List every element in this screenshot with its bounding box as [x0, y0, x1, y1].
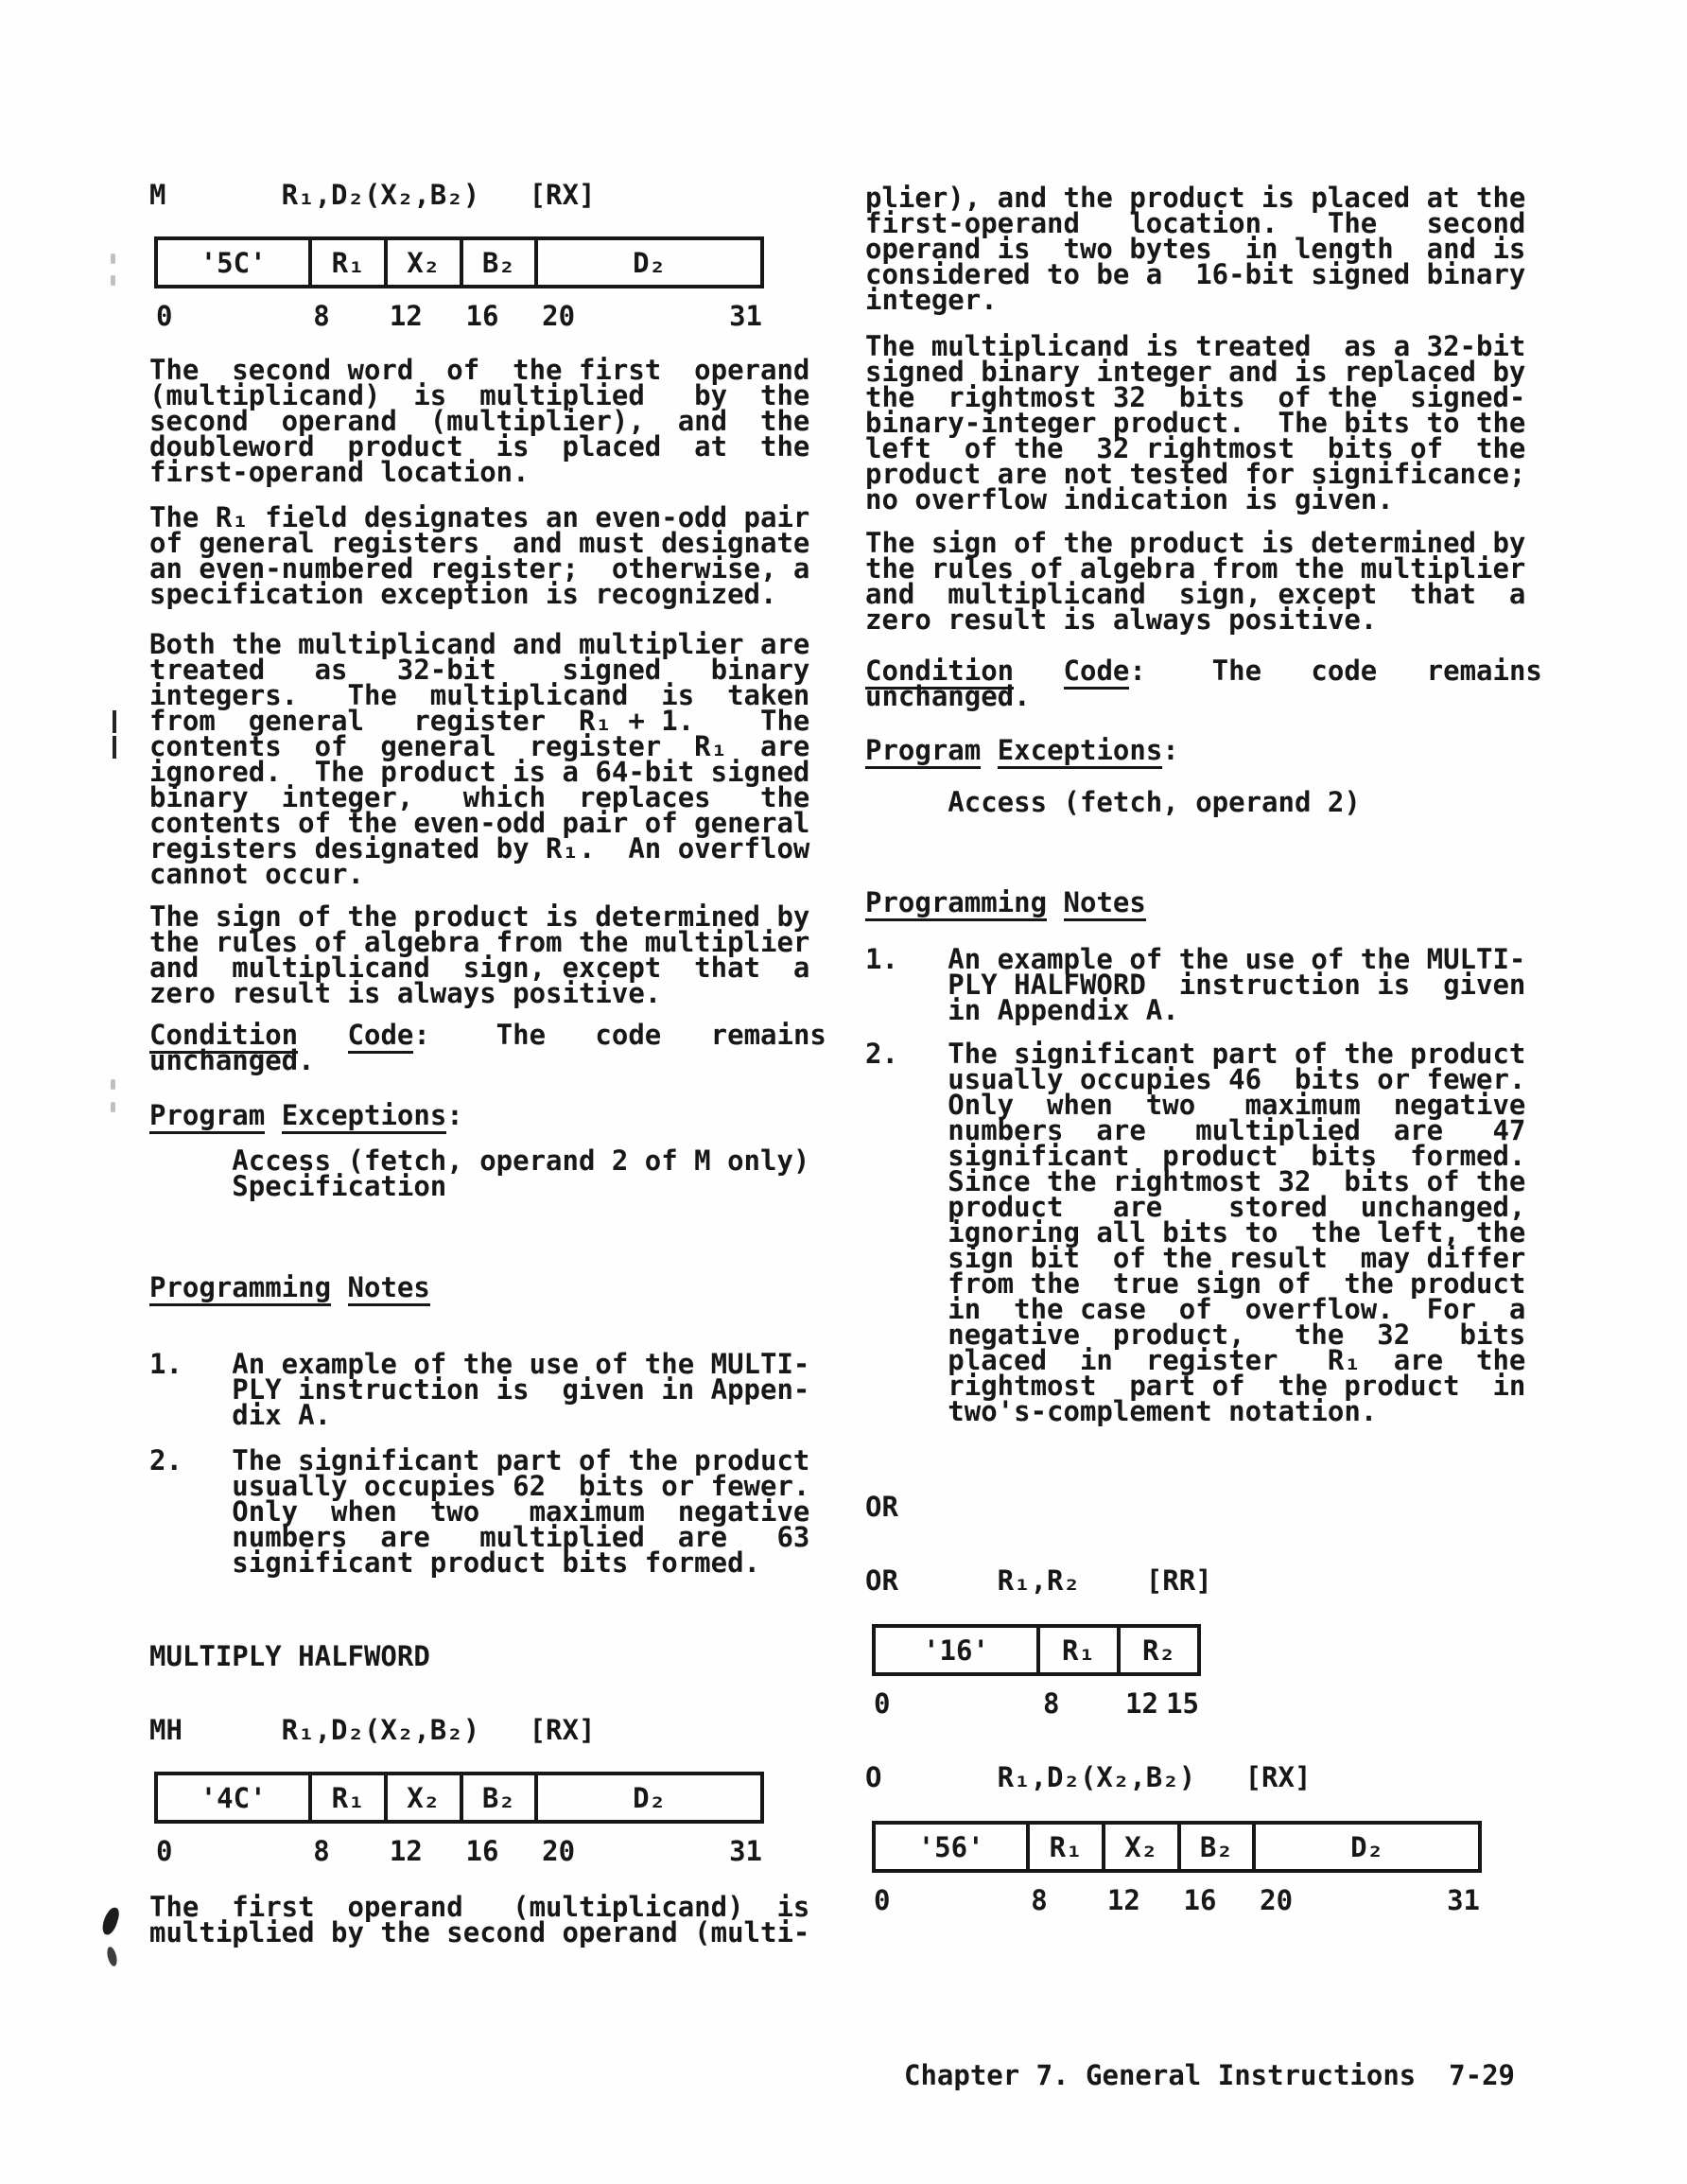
programming-label: Programming: [149, 1271, 331, 1306]
note-item: [865, 943, 1526, 1026]
text-line: the rules of algebra from the multiplier: [865, 552, 1526, 585]
text-line: 2. The significant part of the product: [149, 1444, 810, 1476]
text-line: binary-integer product. The bits to the: [865, 407, 1526, 439]
ink-mark: [100, 1906, 121, 1937]
b2-field: B₂: [1177, 1825, 1253, 1869]
text-line: Only when two maximum negative: [149, 1495, 810, 1528]
exceptions-list: [149, 1144, 810, 1202]
gap: [265, 1099, 281, 1131]
b2-field: B₂: [460, 240, 535, 285]
text-line: from the true sign of the product: [865, 1267, 1526, 1300]
text-line: usually occupies 62 bits or fewer.: [149, 1470, 810, 1502]
text-line: Only when two maximum negative: [865, 1089, 1526, 1121]
text-line: the rules of algebra from the multiplier: [149, 926, 810, 958]
code-label: Code: [1064, 655, 1130, 690]
section-heading-or: OR: [865, 1491, 898, 1523]
paragraph: [149, 354, 810, 488]
text-line: significant product bits formed.: [865, 1140, 1526, 1172]
text-line: The sign of the product is determined by: [149, 900, 810, 933]
exceptions-label: Exceptions: [282, 1099, 447, 1134]
bit-label: 8: [1043, 1687, 1060, 1720]
text-line: negative product, the 32 bits: [865, 1319, 1526, 1351]
condition-code-section: [149, 1019, 826, 1076]
bit-label: 0: [156, 300, 173, 332]
text-line: numbers are multiplied are 47: [865, 1114, 1526, 1146]
text-line: The first operand (multiplicand) is: [149, 1891, 810, 1923]
page-footer: Chapter 7. General Instructions 7-29: [904, 2059, 1516, 2091]
condition-label: Condition: [865, 655, 1014, 690]
text-line: multiplied by the second operand (multi-: [149, 1916, 810, 1948]
text-line: 1. An example of the use of the MULTI-: [149, 1348, 810, 1380]
paragraph: [149, 900, 810, 1009]
or-rr-bit-positions: [872, 1687, 1201, 1720]
bit-label: 12: [389, 1835, 423, 1867]
text-line: two's-complement notation.: [865, 1395, 1378, 1427]
bit-label: 31: [729, 1835, 762, 1867]
text-line: integer.: [865, 284, 998, 316]
o-rx-format-box: [872, 1821, 1482, 1873]
paragraph: [149, 501, 810, 610]
bit-label: 8: [1031, 1884, 1048, 1916]
text-line: Since the rightmost 32 bits of the: [865, 1165, 1526, 1197]
programming-label: Programming: [865, 886, 1047, 921]
gap: [331, 1271, 347, 1303]
text-line: of general registers and must designate: [149, 527, 810, 559]
programming-notes-heading: [149, 1271, 430, 1303]
text-line: significant product bits formed.: [149, 1546, 761, 1579]
r2-field: R₂: [1117, 1628, 1197, 1672]
text-line: contents of the even-odd pair of general: [149, 807, 810, 839]
text-line: and multiplicand sign, except that a: [149, 952, 810, 984]
condition-label: Condition: [149, 1019, 298, 1054]
text-line: integers. The multiplicand is taken: [149, 679, 810, 711]
bit-label: 12: [389, 300, 423, 332]
paragraph: [865, 182, 1526, 316]
text-line: dix A.: [149, 1399, 332, 1431]
r1-field: R₁: [308, 1775, 384, 1820]
bit-label: 0: [874, 1687, 891, 1720]
x2-field: X₂: [384, 1775, 460, 1820]
mh-format-box: [154, 1772, 764, 1824]
text-line: considered to be a 16-bit signed binary: [865, 258, 1526, 290]
text-line: rightmost part of the product in: [865, 1370, 1526, 1402]
gap: [981, 734, 997, 766]
mh-bit-positions: [154, 1835, 764, 1867]
text-line: PLY instruction is given in Appen-: [149, 1373, 810, 1406]
bit-label: 12: [1125, 1687, 1158, 1720]
exceptions-list: [865, 786, 1361, 818]
bit-label: 20: [1260, 1884, 1294, 1916]
bit-label: 8: [313, 1835, 330, 1867]
r1-field: R₁: [308, 240, 384, 285]
b2-field: B₂: [460, 1775, 535, 1820]
scan-speck: [111, 1102, 115, 1112]
opcode-field: '56': [917, 1830, 984, 1863]
bit-label: 20: [542, 300, 576, 332]
d2-field: D₂: [534, 1775, 760, 1820]
m-mnemonic-line: M R₁,D₂(X₂,B₂) [RX]: [149, 179, 596, 211]
program-label: Program: [149, 1099, 265, 1134]
text-line: second operand (multiplier), and the: [149, 405, 810, 437]
bit-label: 20: [542, 1835, 576, 1867]
scan-speck: [111, 253, 115, 264]
text-line: plier), and the product is placed at the: [865, 182, 1526, 214]
text-line: 2. The significant part of the product: [865, 1038, 1526, 1070]
opcode-field: '4C': [200, 1781, 267, 1814]
text-line: zero result is always positive.: [149, 977, 662, 1009]
x2-field: X₂: [1102, 1825, 1177, 1869]
opcode-field: '5C': [200, 246, 267, 279]
text-line: ignored. The product is a 64-bit signed: [149, 756, 810, 788]
condition-code-text: : The code remains: [1129, 655, 1542, 687]
bit-label: 31: [1447, 1884, 1480, 1916]
paragraph: [865, 330, 1526, 515]
scan-speck: [111, 275, 115, 286]
text-line: no overflow indication is given.: [865, 483, 1394, 515]
program-exceptions-heading: [865, 734, 1179, 766]
condition-code-text-line2: unchanged.: [865, 680, 1031, 712]
bit-label: 16: [465, 1835, 499, 1867]
text-line: doubleword product is placed at the: [149, 430, 810, 463]
opcode-field: '16': [923, 1634, 989, 1667]
d2-field: D₂: [1252, 1825, 1478, 1869]
note-item: [149, 1348, 810, 1431]
text-line: PLY HALFWORD instruction is given: [865, 969, 1526, 1001]
text-line: The sign of the product is determined by: [865, 527, 1526, 559]
note-item: [865, 1038, 1526, 1427]
text-line: first-operand location. The second: [865, 207, 1526, 239]
r1-field: R₁: [1036, 1628, 1117, 1672]
text-line: binary integer, which replaces the: [149, 781, 810, 813]
text-line: sign bit of the result may differ: [865, 1242, 1526, 1274]
text-line: in the case of overflow. For a: [865, 1293, 1526, 1325]
bit-label: 0: [156, 1835, 173, 1867]
colon: :: [446, 1099, 463, 1131]
bit-label: 31: [729, 300, 762, 332]
condition-code-text-line2: unchanged.: [149, 1044, 315, 1076]
mh-mnemonic-line: MH R₁,D₂(X₂,B₂) [RX]: [149, 1714, 596, 1746]
text-line: registers designated by R₁. An overflow: [149, 832, 810, 865]
text-line: an even-numbered register; otherwise, a: [149, 552, 810, 585]
text-line: Both the multiplicand and multiplier are: [149, 628, 810, 660]
scan-speck: [111, 1079, 115, 1090]
program-exceptions-heading: [149, 1099, 463, 1131]
m-bit-positions: [154, 300, 764, 332]
text-line: specification exception is recognized.: [149, 578, 777, 610]
paragraph: [149, 628, 810, 890]
notes-label: Notes: [1064, 886, 1146, 921]
bit-label: 0: [874, 1884, 891, 1916]
m-format-box: [154, 236, 764, 288]
text-line: product are stored unchanged,: [865, 1191, 1526, 1223]
condition-code-text: : The code remains: [413, 1019, 826, 1051]
text-line: contents of general register R₁ are: [149, 730, 810, 762]
o-bit-positions: [872, 1884, 1482, 1916]
text-line: and multiplicand sign, except that a: [865, 578, 1526, 610]
text-line: the rightmost 32 bits of the signed-: [865, 381, 1526, 413]
paragraph: [149, 1891, 810, 1948]
text-line: 1. An example of the use of the MULTI-: [865, 943, 1526, 975]
text-line: cannot occur.: [149, 858, 364, 890]
text-line: first-operand location.: [149, 456, 530, 488]
program-label: Program: [865, 734, 981, 769]
text-line: operand is two bytes in length and is: [865, 233, 1526, 265]
code-label: Code: [348, 1019, 414, 1054]
change-bar: [113, 736, 116, 759]
text-line: The second word of the first operand: [149, 354, 810, 386]
text-line: Specification: [149, 1170, 447, 1202]
r1-field: R₁: [1026, 1825, 1102, 1869]
text-line: signed binary integer and is replaced by: [865, 356, 1526, 388]
text-line: ignoring all bits to the left, the: [865, 1216, 1526, 1249]
text-line: The multiplicand is treated as a 32-bit: [865, 330, 1526, 362]
d2-field: D₂: [534, 240, 760, 285]
paragraph: [865, 527, 1526, 636]
text-line: left of the 32 rightmost bits of the: [865, 432, 1526, 464]
text-line: (multiplicand) is multiplied by the: [149, 379, 810, 411]
bit-label: 12: [1106, 1884, 1140, 1916]
colon: :: [1162, 734, 1179, 766]
section-heading-multiply-halfword: MULTIPLY HALFWORD: [149, 1640, 430, 1672]
bit-label: 8: [313, 300, 330, 332]
gap: [1047, 886, 1063, 918]
o-mnemonic-line: O R₁,D₂(X₂,B₂) [RX]: [865, 1761, 1312, 1793]
note-item: [149, 1444, 810, 1579]
text-line: in Appendix A.: [865, 994, 1179, 1026]
text-line: numbers are multiplied are 63: [149, 1521, 810, 1553]
text-line: usually occupies 46 bits or fewer.: [865, 1063, 1526, 1095]
exceptions-label: Exceptions: [998, 734, 1163, 769]
change-bar: [113, 710, 116, 733]
text-line: The R₁ field designates an even-odd pair: [149, 501, 810, 533]
text-line: zero result is always positive.: [865, 603, 1378, 636]
ink-mark: [106, 1946, 119, 1967]
text-line: Access (fetch, operand 2 of M only): [149, 1144, 810, 1177]
programming-notes-heading: [865, 886, 1146, 918]
text-line: treated as 32-bit signed binary: [149, 654, 810, 686]
text-line: from general register R₁ + 1. The: [149, 705, 810, 737]
text-line: Access (fetch, operand 2): [865, 786, 1361, 818]
bit-label: 16: [1183, 1884, 1217, 1916]
x2-field: X₂: [384, 240, 460, 285]
or-mnemonic-line: OR R₁,R₂ [RR]: [865, 1564, 1212, 1597]
text-line: product are not tested for significance;: [865, 458, 1526, 490]
text-line: placed in register R₁ are the: [865, 1344, 1526, 1376]
or-rr-format-box: [872, 1624, 1201, 1676]
condition-code-section: [865, 655, 1542, 712]
notes-label: Notes: [348, 1271, 430, 1306]
bit-label: 16: [465, 300, 499, 332]
bit-label: 15: [1166, 1687, 1199, 1720]
